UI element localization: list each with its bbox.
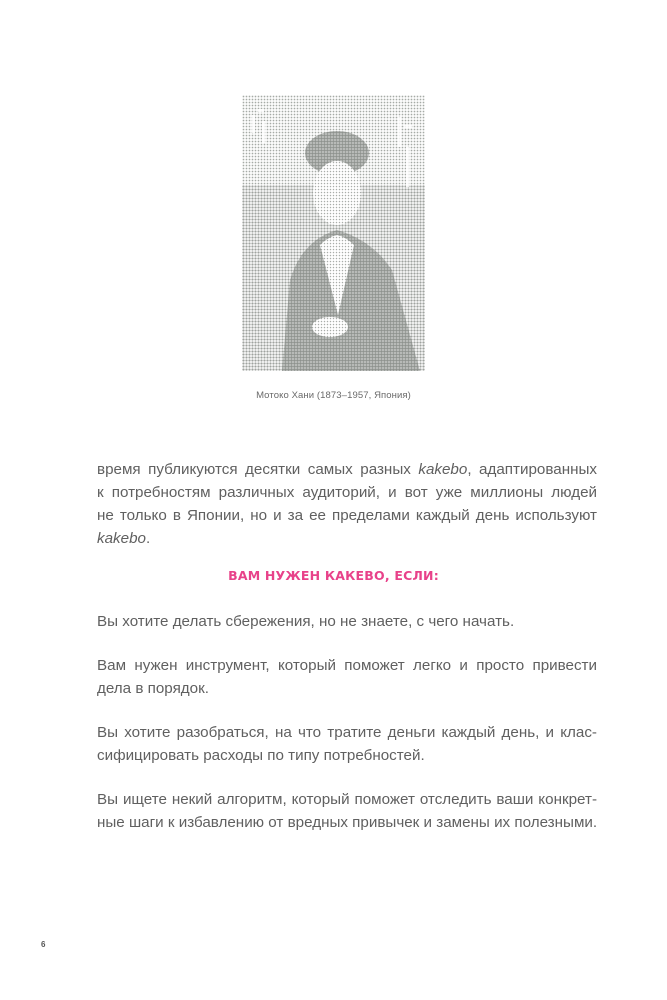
kakebo-term: kakebo — [97, 530, 146, 547]
photo-caption: Мотоко Хани (1873–1957, Япония) — [256, 390, 411, 401]
reason-3-line-1: Вы хотите разобраться, на что тратите деньги каждый день, и клас- — [97, 724, 597, 741]
reason-1 — [97, 610, 597, 633]
section-heading: ВАМ НУЖЕН КАКЕВО, ЕСЛИ: — [228, 568, 439, 583]
intro-line-1: время публикуются десятки самых разных kakebo, адаптированных — [97, 461, 597, 478]
intro-paragraph — [97, 458, 597, 550]
reason-4-line-2: ные шаги к избавлению от вредных привычек и замены их полезными. — [97, 814, 598, 831]
reason-4-line-1: Вы ищете некий алгоритм, который поможет отследить ваши конкрет- — [97, 791, 597, 808]
reason-3 — [97, 721, 597, 767]
reason-2 — [97, 654, 597, 700]
reason-4 — [97, 788, 597, 834]
reason-3-line-2: сифицировать расходы по типу потребностей. — [97, 747, 425, 764]
reason-2-line-1: Вам нужен инструмент, который поможет легко и просто привести — [97, 657, 597, 674]
intro-line-3: не только в Японии, но и за ее пределами каждый день используют — [97, 507, 597, 524]
intro-line-2: к потребностям различных аудиторий, и вот уже миллионы людей — [97, 484, 597, 501]
portrait-photo — [242, 95, 425, 371]
kakebo-term: kakebo — [418, 461, 468, 478]
intro-line-4: kakebo. — [97, 530, 151, 547]
page-number: 6 — [41, 940, 46, 949]
reason-2-line-2: дела в порядок. — [97, 680, 209, 697]
reason-1-line-1: Вы хотите делать сбережения, но не знаете, с чего начать. — [97, 613, 515, 630]
